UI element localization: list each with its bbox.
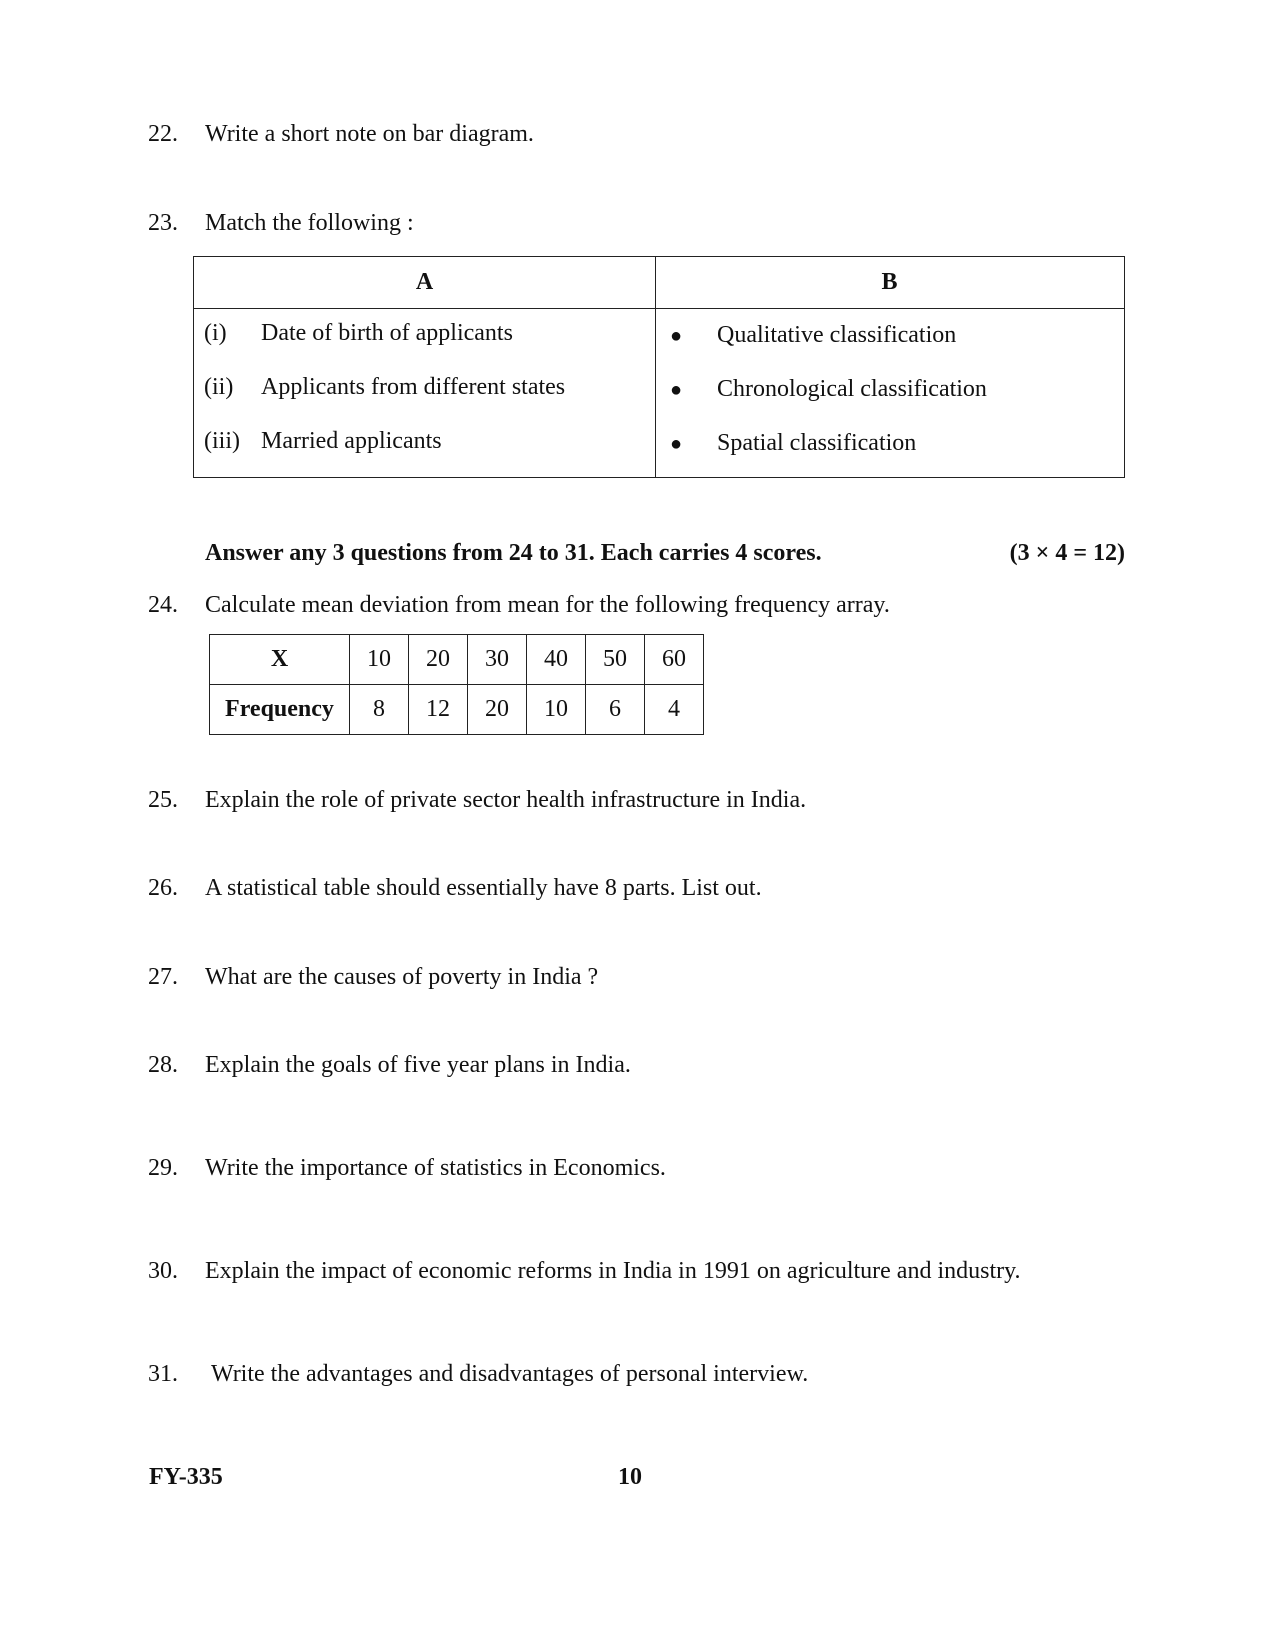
question-text: Write the importance of statistics in Economics. <box>205 1155 666 1181</box>
frequency-value: 6 <box>586 685 645 735</box>
question-number: 23. <box>148 210 178 236</box>
row-item-b: Qualitative classification <box>717 322 957 348</box>
match-row-b <box>670 376 987 403</box>
question-text: Write a short note on bar diagram. <box>205 121 534 147</box>
row-item-a: Applicants from different states <box>261 374 566 400</box>
row-item-a: Married applicants <box>261 428 442 454</box>
question-number: 30. <box>148 1258 178 1284</box>
question-number: 27. <box>148 964 178 990</box>
x-value: 30 <box>468 635 527 685</box>
header-divider <box>194 308 1124 309</box>
bullet-icon: ● <box>670 325 683 347</box>
question-text: Explain the role of private sector health infrastructure in India. <box>205 787 807 813</box>
instruction-marks: (3 × 4 = 12) <box>1009 540 1125 566</box>
question-text: What are the causes of poverty in India ? <box>205 964 599 990</box>
match-header-b: B <box>881 269 898 295</box>
x-value: 60 <box>645 635 704 685</box>
x-value: 10 <box>350 635 409 685</box>
frequency-value: 8 <box>350 685 409 735</box>
row-number: (ii) <box>204 374 234 400</box>
question-text: Match the following : <box>205 210 414 236</box>
question-text: A statistical table should essentially have 8 parts. List out. <box>205 875 762 901</box>
frequency-value: 4 <box>645 685 704 735</box>
frequency-table <box>209 634 704 735</box>
x-value: 20 <box>409 635 468 685</box>
row-item-b: Chronological classification <box>717 376 987 402</box>
page-number: 10 <box>618 1464 642 1490</box>
question-22 <box>148 121 534 148</box>
section-instruction <box>205 540 1125 567</box>
frequency-value: 12 <box>409 685 468 735</box>
question-26 <box>148 875 762 902</box>
match-header-a: A <box>415 269 434 295</box>
match-row-a <box>204 320 513 347</box>
bullet-icon: ● <box>670 379 683 401</box>
x-row <box>210 635 704 685</box>
question-number: 24. <box>148 592 178 618</box>
row-item-a: Date of birth of applicants <box>261 320 513 346</box>
question-30 <box>148 1258 1021 1285</box>
row-item-b: Spatial classification <box>717 430 917 456</box>
frequency-value: 20 <box>468 685 527 735</box>
bullet-icon: ● <box>670 433 683 455</box>
question-number: 25. <box>148 787 178 813</box>
question-text: Explain the impact of economic reforms in India in 1991 on agriculture and industry. <box>205 1258 1021 1284</box>
paper-code: FY-335 <box>149 1464 223 1490</box>
frequency-value: 10 <box>527 685 586 735</box>
frequency-label: Frequency <box>210 685 350 735</box>
question-text: Calculate mean deviation from mean for the following frequency array. <box>205 592 890 618</box>
x-value: 40 <box>527 635 586 685</box>
question-number: 22. <box>148 121 178 147</box>
x-label: X <box>210 635 350 685</box>
question-25 <box>148 787 806 814</box>
question-number: 28. <box>148 1052 178 1078</box>
question-28 <box>148 1052 631 1079</box>
match-row-a <box>204 428 442 455</box>
question-text: Write the advantages and disadvantages of personal interview. <box>211 1361 809 1387</box>
question-number: 29. <box>148 1155 178 1181</box>
frequency-row <box>210 685 704 735</box>
question-text: Explain the goals of five year plans in India. <box>205 1052 631 1078</box>
match-row-b <box>670 322 956 349</box>
question-27 <box>148 964 598 991</box>
match-row-b <box>670 430 916 457</box>
question-24 <box>148 592 890 619</box>
match-table <box>193 256 1125 478</box>
question-number: 31. <box>148 1361 178 1387</box>
question-number: 26. <box>148 875 178 901</box>
x-value: 50 <box>586 635 645 685</box>
match-row-a <box>204 374 565 401</box>
row-number: (i) <box>204 320 227 346</box>
row-number: (iii) <box>204 428 240 454</box>
question-29 <box>148 1155 666 1182</box>
question-23 <box>148 210 414 237</box>
instruction-text: Answer any 3 questions from 24 to 31. Each carries 4 scores. <box>205 540 822 566</box>
question-31 <box>148 1361 808 1388</box>
